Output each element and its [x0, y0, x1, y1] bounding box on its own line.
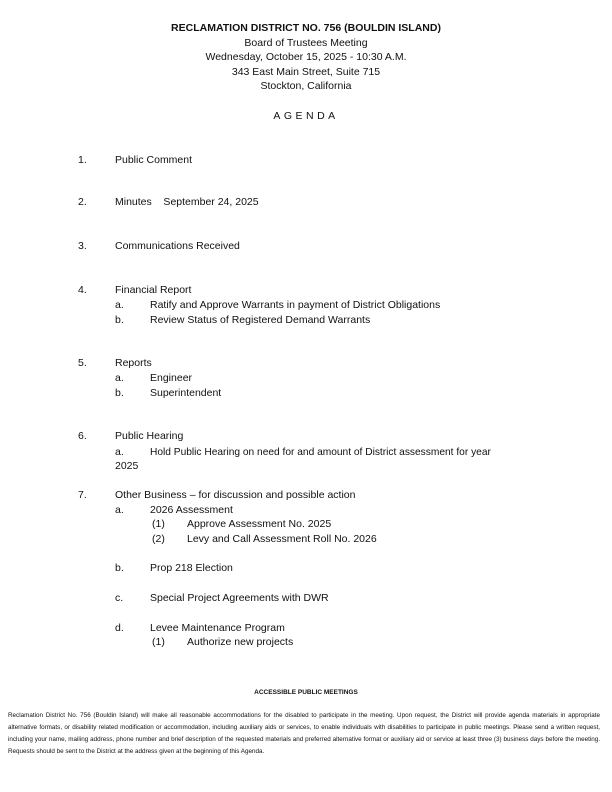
sub-sub-item-label: (1) [152, 518, 165, 530]
sub-sub-item-text: Levy and Call Assessment Roll No. 2026 [187, 533, 377, 545]
sub-item-text: Ratify and Approve Warrants in payment of District Obligations [150, 299, 441, 311]
sub-item-text: Engineer [150, 372, 193, 384]
sub-item-text: 2026 Assessment [150, 504, 233, 516]
meeting-address: 343 East Main Street, Suite 715 [231, 65, 381, 78]
agenda-item-title: Public Comment [115, 154, 193, 166]
meeting-name: Board of Trustees Meeting [244, 36, 368, 49]
sub-item-text: Hold Public Hearing on need for and amount of District assessment for year [150, 447, 491, 458]
meeting-datetime: Wednesday, October 15, 2025 - 10:30 A.M. [205, 51, 407, 64]
agenda-item-title: Reports [115, 357, 152, 369]
sub-sub-item-text: Authorize new projects [187, 636, 294, 648]
sub-item-label: b. [115, 562, 124, 574]
agenda-item-number: 5. [78, 357, 87, 369]
agenda-item-title: Communications Received [115, 240, 240, 252]
agenda-item-title: Public Hearing [115, 430, 184, 442]
agenda-item-number: 6. [78, 430, 87, 442]
sub-item-label: a. [115, 446, 124, 458]
sub-sub-item-label: (2) [152, 533, 165, 545]
agenda-item-number: 7. [78, 489, 87, 501]
accessible-meetings-heading: ACCESSIBLE PUBLIC MEETINGS [254, 689, 358, 696]
sub-item-text: Review Status of Registered Demand Warrants [150, 314, 371, 326]
sub-item-label: a. [115, 504, 124, 516]
agenda-item-title: Other Business – for discussion and possible action [115, 489, 356, 501]
meeting-city: Stockton, California [260, 80, 352, 93]
sub-sub-item-label: (1) [152, 636, 165, 648]
sub-item-text: Prop 218 Election [150, 562, 233, 574]
sub-item-label: b. [115, 314, 124, 326]
agenda-item-number: 4. [78, 284, 87, 296]
sub-item-label: a. [115, 299, 124, 311]
agenda-item-title: Financial Report [115, 284, 192, 296]
agenda-item-number: 3. [78, 240, 87, 252]
agenda-item-number: 2. [78, 196, 87, 208]
sub-item-label: a. [115, 372, 124, 384]
accessible-meetings-notice: Reclamation District No. 756 (Bouldin Island) will make all reasonable accommodations for the disabled to participate in the meeting. Upon request, the District will provide agenda materials in appropriate alternative formats, or disability related modification or accommodation, including auxiliary aids or services, to enable individuals with disabilities to participate in public meetings. Please send a written request, including your name, mailing address, phone number and brief description of the requested materials and preferred alternative format or auxiliary aid or service at least three (3) business days before the meeting. Requests should be sent to the District at the address given at the beginning of this Agenda. [8, 712, 600, 755]
sub-item-text: Levee Maintenance Program [150, 622, 285, 634]
agenda-item-title: Minutes September 24, 2025 [115, 196, 259, 208]
organization-name: RECLAMATION DISTRICT NO. 756 (BOULDIN ISLAND) [171, 22, 441, 34]
sub-item-label: d. [115, 622, 124, 634]
sub-item-text: Superintendent [150, 387, 222, 399]
agenda-title: AGENDA [273, 110, 339, 122]
agenda-item-number: 1. [78, 154, 87, 166]
sub-item-text: Special Project Agreements with DWR [150, 592, 329, 604]
sub-item-label: b. [115, 387, 124, 399]
sub-item-continuation: 2025 [115, 460, 139, 472]
sub-item-label: c. [115, 592, 124, 604]
document-header [0, 21, 612, 94]
sub-sub-item-text: Approve Assessment No. 2025 [187, 518, 332, 530]
